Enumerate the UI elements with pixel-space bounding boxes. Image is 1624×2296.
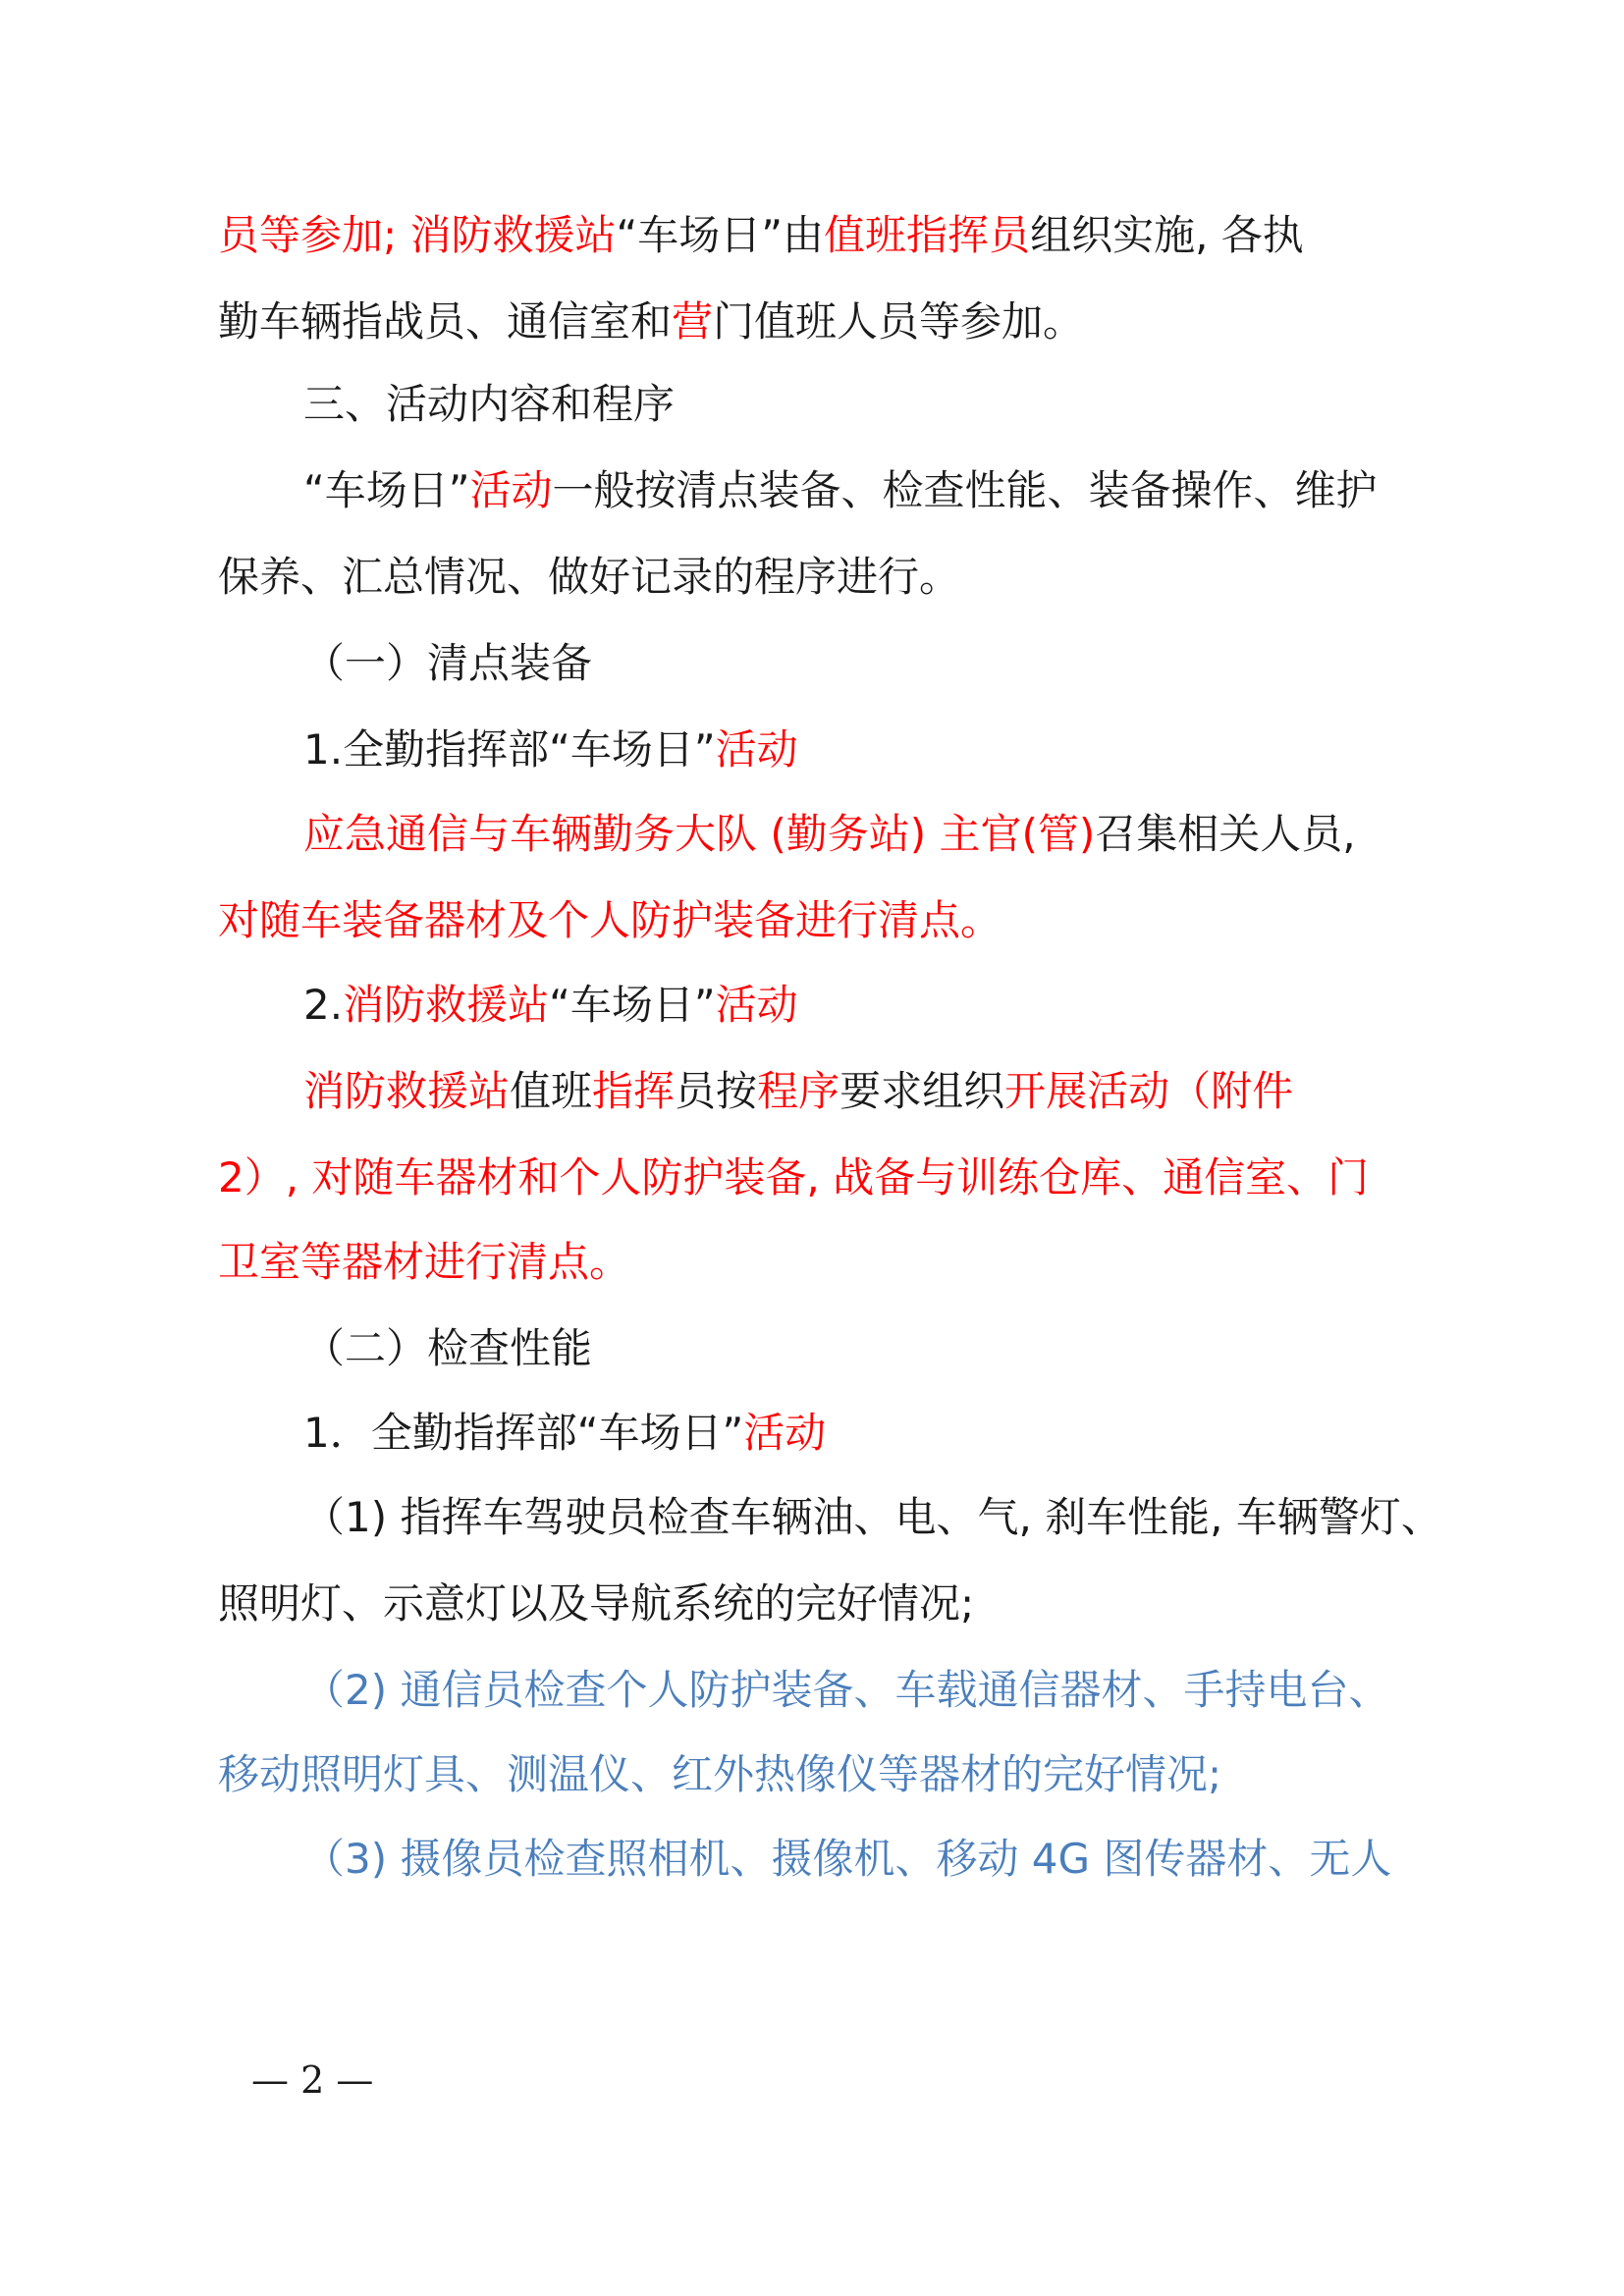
red-highlight-segment: 卫室等器材进行清点。 — [218, 1238, 631, 1286]
text-line — [218, 1150, 1435, 1205]
text-segment: 门值班人员等参加。 — [713, 297, 1085, 346]
text-segment: 三、活动内容和程序 — [303, 380, 676, 428]
page-number: — 2 — — [251, 2058, 374, 2102]
red-highlight-segment: 程序 — [757, 1067, 840, 1115]
red-highlight-segment: 指挥 — [592, 1067, 676, 1115]
blue-highlight-segment: 移动照明灯具、测温仪、红外热像仪等器材的完好情况; — [218, 1750, 1222, 1798]
text-segment: 保养、汇总情况、做好记录的程序进行。 — [218, 553, 961, 601]
text-segment: 勤车辆指战员、通信室和 — [218, 297, 673, 346]
text-segment: （二）检查性能 — [303, 1324, 593, 1372]
blue-highlight-segment: （2) 通信员检查个人防护装备、车载通信器材、手持电台、 — [303, 1666, 1390, 1714]
text-line — [303, 1490, 1521, 1545]
item-heading — [303, 978, 1521, 1033]
text-segment: 值班 — [510, 1067, 593, 1115]
text-line — [218, 1235, 1435, 1290]
text-line — [218, 294, 1435, 349]
text-segment: “车场日” — [303, 466, 470, 514]
text-line — [218, 1747, 1435, 1802]
red-highlight-segment: 消防救援站 — [303, 1067, 511, 1115]
red-highlight-segment: 开展活动（附件 — [1004, 1067, 1294, 1115]
text-line — [218, 208, 1435, 263]
item-heading — [303, 1406, 1521, 1461]
text-segment: 组织实施, 各执 — [1030, 211, 1304, 259]
text-line — [303, 463, 1521, 518]
text-segment: 2. — [303, 981, 344, 1029]
red-highlight-segment: 营 — [672, 297, 714, 346]
text-segment: 一般按清点装备、检查性能、装备操作、维护 — [552, 466, 1378, 514]
red-highlight-segment: 值班指挥员 — [824, 211, 1031, 259]
text-segment: “车场日” — [549, 981, 716, 1029]
item-heading — [303, 722, 1521, 777]
text-line — [218, 893, 1435, 948]
blue-highlight-segment: （3) 摄像员检查照相机、摄像机、移动 4G 图传器材、无人 — [303, 1835, 1392, 1883]
red-highlight-segment: 活动 — [715, 981, 798, 1029]
text-segment: 员按 — [675, 1067, 758, 1115]
subsection-heading — [303, 1321, 1521, 1376]
text-line — [218, 1576, 1435, 1631]
red-highlight-segment: 2）, 对随车器材和个人防护装备, 战备与训练仓库、通信室、门 — [218, 1153, 1370, 1201]
red-highlight-segment: 活动 — [715, 725, 798, 774]
text-line — [303, 807, 1521, 862]
text-line — [218, 550, 1435, 605]
red-highlight-segment: 消防救援站 — [343, 981, 550, 1029]
text-segment: 1．全勤指挥部“车场日” — [303, 1409, 744, 1457]
text-segment: （一）清点装备 — [303, 639, 593, 687]
text-segment: （1) 指挥车驾驶员检查车辆油、电、气, 刹车性能, 车辆警灯、 — [303, 1493, 1442, 1541]
red-highlight-segment: 对随车装备器材及个人防护装备进行清点。 — [218, 896, 1002, 944]
text-segment: 要求组织 — [839, 1067, 1005, 1115]
red-highlight-segment: 活动 — [469, 466, 553, 514]
text-segment: 1.全勤指挥部“车场日” — [303, 725, 716, 774]
text-segment: 照明灯、示意灯以及导航系统的完好情况; — [218, 1579, 975, 1628]
red-highlight-segment: 应急通信与车辆勤务大队 (勤务站) 主官(管) — [303, 810, 1096, 858]
text-line — [303, 1832, 1521, 1887]
red-highlight-segment: 活动 — [743, 1409, 827, 1457]
section-heading — [303, 377, 1521, 432]
text-line — [303, 1064, 1521, 1119]
text-line — [303, 1663, 1521, 1718]
text-segment: “车场日”由 — [616, 211, 825, 259]
red-highlight-segment: 员等参加; 消防救援站 — [218, 211, 617, 259]
subsection-heading — [303, 636, 1521, 691]
text-segment: 召集相关人员, — [1095, 810, 1356, 858]
